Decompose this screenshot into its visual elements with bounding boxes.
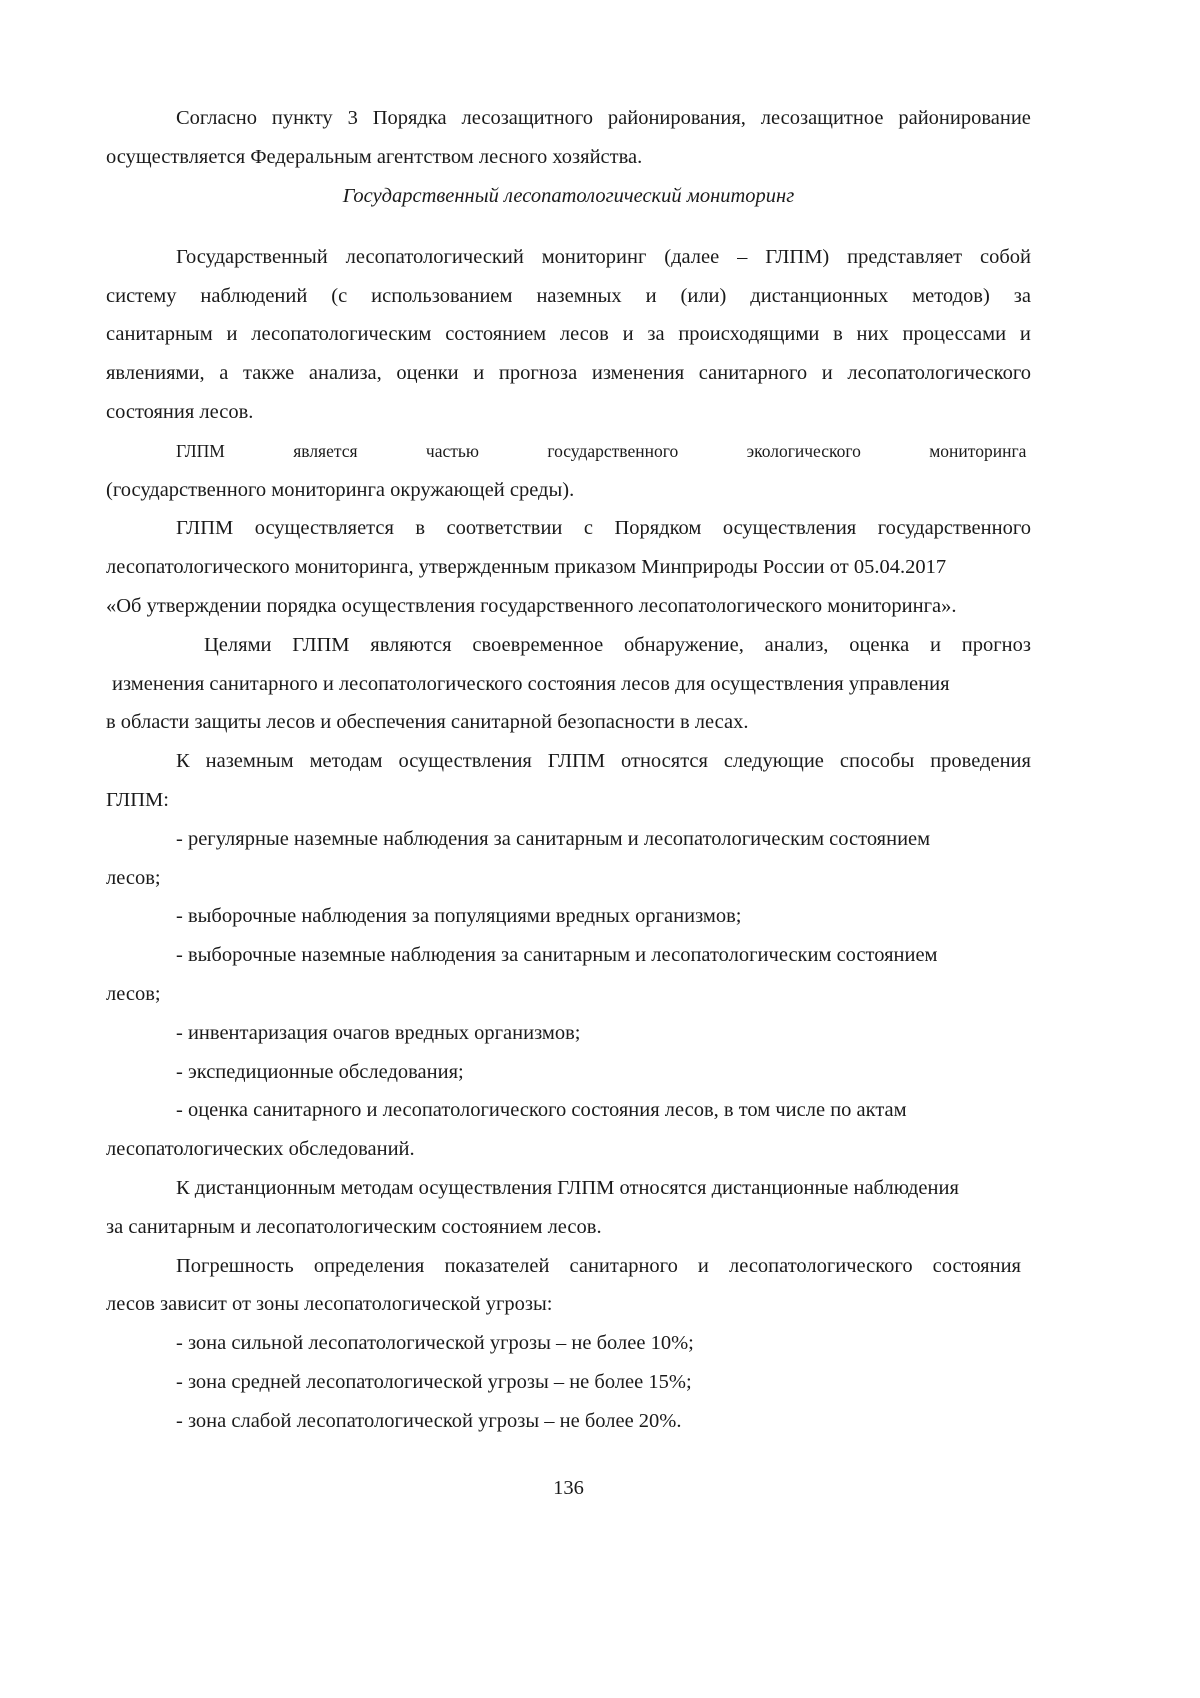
word: (далее (664, 246, 720, 268)
word: и (226, 323, 238, 345)
word: с (583, 517, 593, 539)
word: явлениями, (106, 362, 205, 384)
word: определения (313, 1255, 425, 1277)
word: за (647, 323, 665, 345)
word: происходящими (678, 323, 820, 345)
text-line: лесов; (106, 867, 161, 889)
word: дистанционных (750, 285, 889, 307)
word: и (821, 362, 833, 384)
word: Государственный (176, 246, 328, 268)
word: и (622, 323, 634, 345)
word: и (1019, 323, 1031, 345)
word: 3 (347, 107, 358, 129)
word: проведения (930, 750, 1031, 772)
word: оценка (849, 634, 910, 656)
word: и (697, 1255, 709, 1277)
word: них (856, 323, 889, 345)
word: также (243, 362, 295, 384)
word: обнаружение, (624, 634, 744, 656)
word: Погрешность (176, 1255, 294, 1277)
text-line (176, 1252, 1021, 1280)
word: и (473, 362, 485, 384)
text-line: лесов зависит от зоны лесопатологической угрозы: (106, 1293, 553, 1315)
section-heading: Государственный лесопатологический мониторинг (342, 185, 795, 207)
word: (или) (680, 285, 727, 307)
word: осуществляется (254, 517, 394, 539)
word: лесов (559, 323, 609, 345)
word: состояния (932, 1255, 1021, 1277)
word: осуществления (722, 517, 857, 539)
text-line: лесопатологических обследований. (106, 1138, 415, 1160)
word: Порядка (372, 107, 447, 129)
word: анализ, (764, 634, 829, 656)
word: ГЛПМ (547, 750, 606, 772)
word: лесопатологический (345, 246, 524, 268)
word: лесопатологического (847, 362, 1031, 384)
text-line: лесопатологического мониторинга, утвержденным приказом Минприроды России от 05.04.2017 (106, 556, 947, 578)
word: прогноз (961, 634, 1031, 656)
text-line: за санитарным и лесопатологическим состоянием лесов. (106, 1216, 602, 1238)
text-line (106, 282, 1031, 310)
text-line: ГЛПМ: (106, 789, 169, 811)
text-line (176, 747, 1031, 775)
text-line (176, 104, 1031, 132)
word: Согласно (176, 107, 257, 129)
word: ГЛПМ) (765, 246, 830, 268)
text-line: (государственного мониторинга окружающей среды). (106, 479, 575, 501)
word: в (415, 517, 426, 539)
text-line: изменения санитарного и лесопатологического состояния лесов для осуществления управления (112, 673, 950, 695)
word: осуществления (398, 750, 532, 772)
word: являются (370, 634, 452, 656)
word: санитарного (569, 1255, 678, 1277)
list-item: - оценка санитарного и лесопатологического состояния лесов, в том числе по актам (176, 1099, 907, 1121)
text-line (176, 243, 1031, 271)
text-line: состояния лесов. (106, 401, 254, 423)
word: – (737, 246, 748, 268)
list-item: - экспедиционные обследования; (176, 1061, 464, 1083)
list-item: - выборочные наблюдения за популяциями вредных организмов; (176, 905, 742, 927)
word: в (833, 323, 843, 345)
word: прогноза (498, 362, 578, 384)
word: состоянием (445, 323, 547, 345)
word: методам (309, 750, 383, 772)
text-line: К дистанционным методам осуществления ГЛПМ относятся дистанционные наблюдения (176, 1177, 959, 1199)
word: и (645, 285, 657, 307)
word: показателей (444, 1255, 550, 1277)
word: государственного (877, 517, 1031, 539)
text-line: в области защиты лесов и обеспечения санитарной безопасности в лесах. (106, 711, 749, 733)
word: использованием (371, 285, 513, 307)
word: относятся (621, 750, 708, 772)
list-item: - зона сильной лесопатологической угрозы – не более 10%; (176, 1332, 694, 1354)
word: мониторинг (541, 246, 647, 268)
word: и (930, 634, 941, 656)
word: Целями (204, 634, 272, 656)
word: анализа, (308, 362, 382, 384)
text-line (176, 514, 1031, 542)
list-item: - зона средней лесопатологической угрозы – не более 15%; (176, 1371, 692, 1393)
word: Порядком (614, 517, 702, 539)
word: ГЛПМ (176, 517, 234, 539)
word: наземных (536, 285, 622, 307)
word: лесозащитного (461, 107, 593, 129)
word: районирования, (607, 107, 746, 129)
word: соответствии (446, 517, 563, 539)
page-number: 136 (553, 1477, 584, 1499)
word: лесопатологического (728, 1255, 913, 1277)
word: а (219, 362, 229, 384)
word: (с (331, 285, 348, 307)
word: лесозащитное (760, 107, 884, 129)
word: К (176, 750, 190, 772)
word: собой (980, 246, 1031, 268)
word: своевременное (472, 634, 604, 656)
text-line: лесов; (106, 983, 161, 1005)
word: районирование (898, 107, 1031, 129)
word: изменения (591, 362, 685, 384)
word: методов) (912, 285, 990, 307)
word: за (1013, 285, 1031, 307)
word: представляет (847, 246, 963, 268)
word: наземным (205, 750, 294, 772)
word: санитарным (106, 323, 213, 345)
word: пункту (271, 107, 333, 129)
text-line: ГЛПМ является частью государственного экологического мониторинга (176, 441, 1027, 461)
word: следующие (723, 750, 824, 772)
word: лесопатологическим (251, 323, 432, 345)
word: санитарного (698, 362, 808, 384)
text-line (106, 359, 1031, 387)
list-item: - зона слабой лесопатологической угрозы – не более 20%. (176, 1410, 682, 1432)
text-line (106, 320, 1031, 348)
list-item: - выборочные наземные наблюдения за санитарным и лесопатологическим состоянием (176, 944, 938, 966)
list-item: - регулярные наземные наблюдения за санитарным и лесопатологическим состоянием (176, 828, 931, 850)
word: процессами (902, 323, 1007, 345)
text-line: осуществляется Федеральным агентством лесного хозяйства. (106, 146, 643, 168)
word: ГЛПМ (292, 634, 350, 656)
text-line (204, 631, 1031, 659)
list-item: - инвентаризация очагов вредных организмов; (176, 1022, 581, 1044)
text-line: «Об утверждении порядка осуществления государственного лесопатологического мониторинга». (106, 595, 957, 617)
word: способы (839, 750, 915, 772)
word: наблюдений (200, 285, 308, 307)
word: оценки (396, 362, 459, 384)
word: систему (106, 285, 177, 307)
